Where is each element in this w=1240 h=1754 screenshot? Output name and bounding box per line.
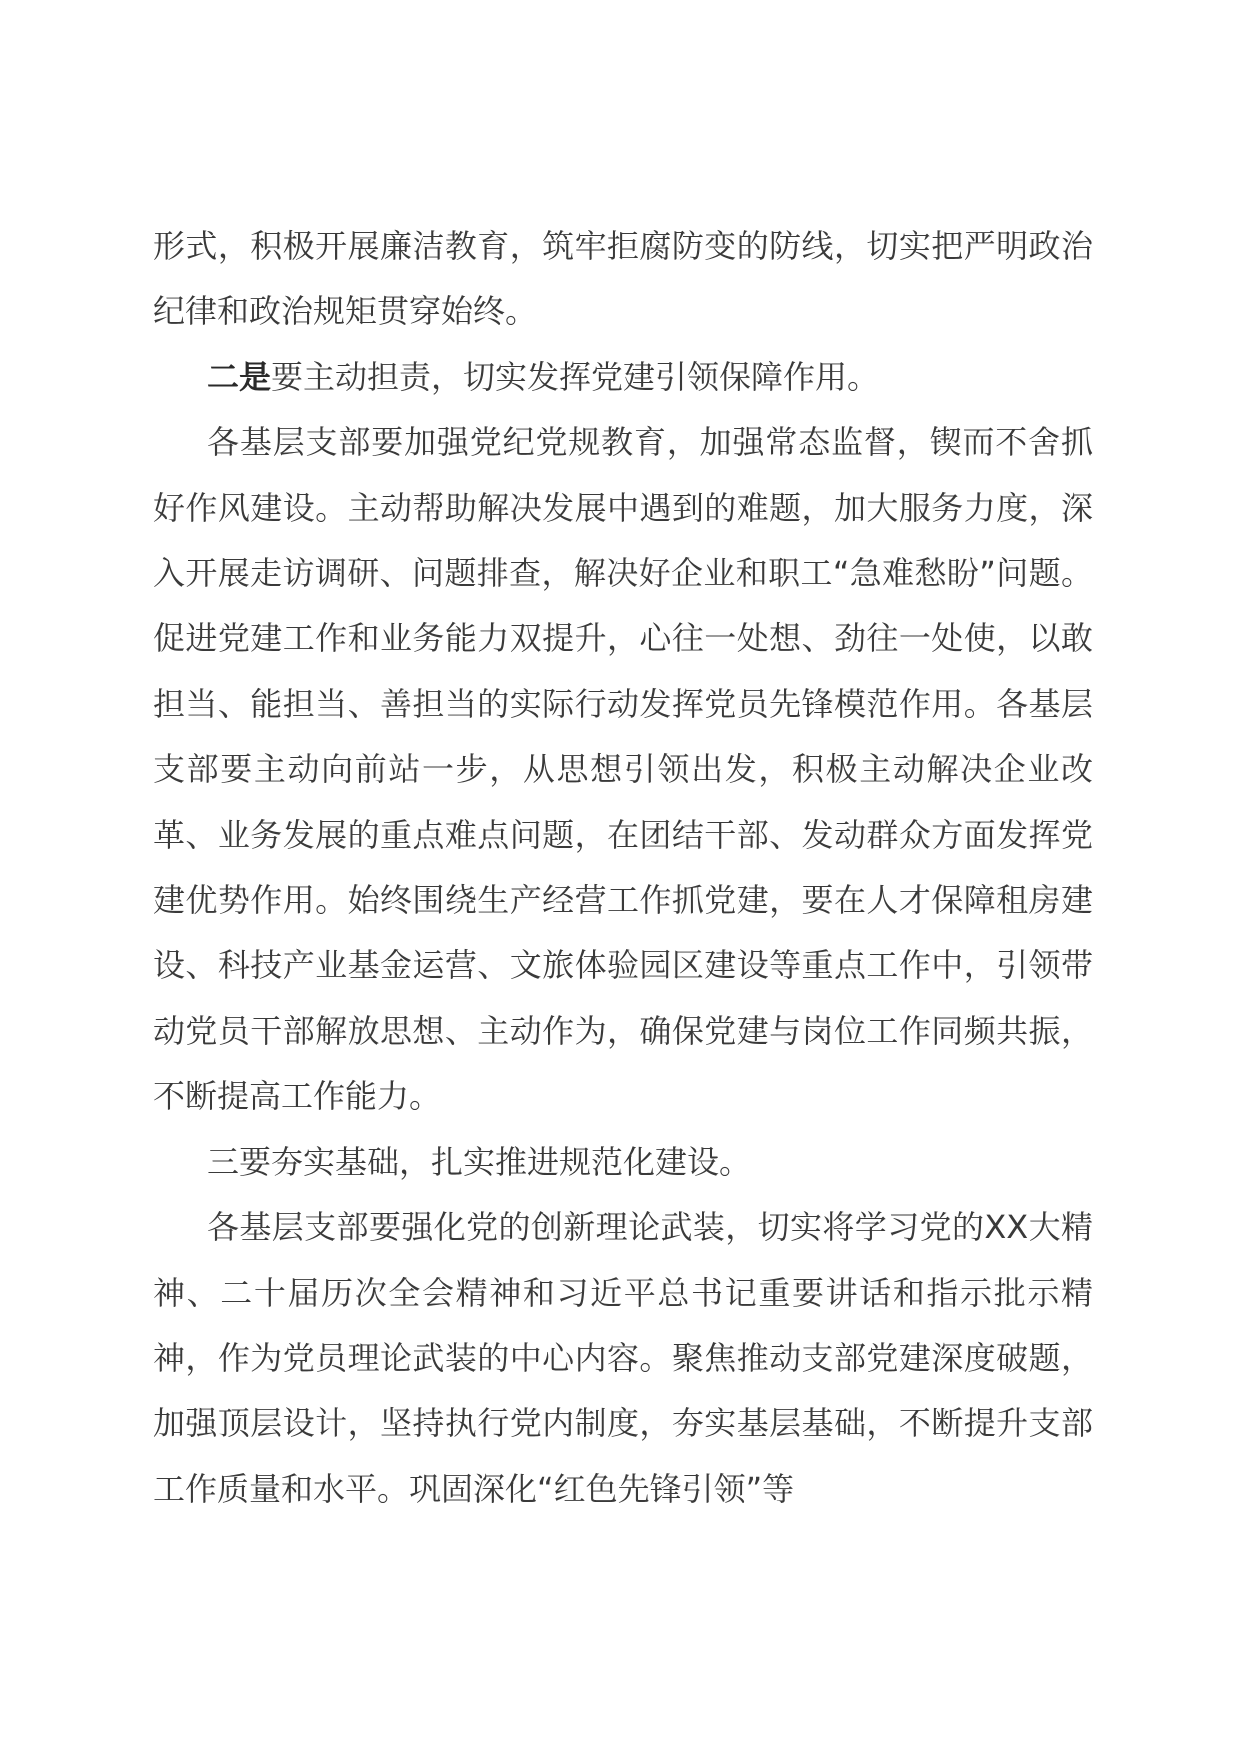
paragraph-3-text: 各基层支部要加强党纪党规教育，加强常态监督，锲而不舍抓好作风建设。主动帮助解决发展中遇到的难题，加大服务力度，深入开展走访调研、问题排查，解决好企业和职工“急难愁盼”问题。促进党建工作和业务能力双提升，心往一处想、劲往一处使，以敢担当、能担当、善担当的实际行动发挥党员先锋模范作用。各基层支部要主动向前站一步，从思想引领出发，积极主动解决企业改革、业务发展的重点难点问题，在团结干部、发动群众方面发挥党建优势作用。始终围绕生产经营工作抓党建，要在人才保障租房建设、科技产业基金运营、文旅体验园区建设等重点工作中，引领带动党员干部解放思想、主动作为，确保党建与岗位工作同频共振，不断提高工作能力。	[153, 423, 1093, 1116]
paragraph-4-text: 三要夯实基础，扎实推进规范化建设。	[207, 1142, 752, 1181]
paragraph-3	[153, 410, 1093, 1129]
paragraph-1	[153, 214, 1093, 345]
paragraph-4-heading	[153, 1130, 1093, 1195]
paragraph-2-text: 要主动担责，切实发挥党建引领保障作用。	[271, 357, 880, 396]
document-page	[153, 214, 1093, 1522]
paragraph-1-text: 形式，积极开展廉洁教育，筑牢拒腐防变的防线，切实把严明政治纪律和政治规矩贯穿始终。	[153, 227, 1093, 331]
paragraph-5	[153, 1195, 1093, 1522]
paragraph-5-text: 各基层支部要强化党的创新理论武装，切实将学习党的XX大精神、二十届历次全会精神和习近平总书记重要讲话和指示批示精神，作为党员理论武装的中心内容。聚焦推动支部党建深度破题，加强顶层设计，坚持执行党内制度，夯实基层基础，不断提升支部工作质量和水平。巩固深化“红色先锋引领”等	[153, 1208, 1093, 1508]
paragraph-2-heading	[153, 345, 1093, 410]
paragraph-2-lead: 二是	[207, 357, 272, 396]
